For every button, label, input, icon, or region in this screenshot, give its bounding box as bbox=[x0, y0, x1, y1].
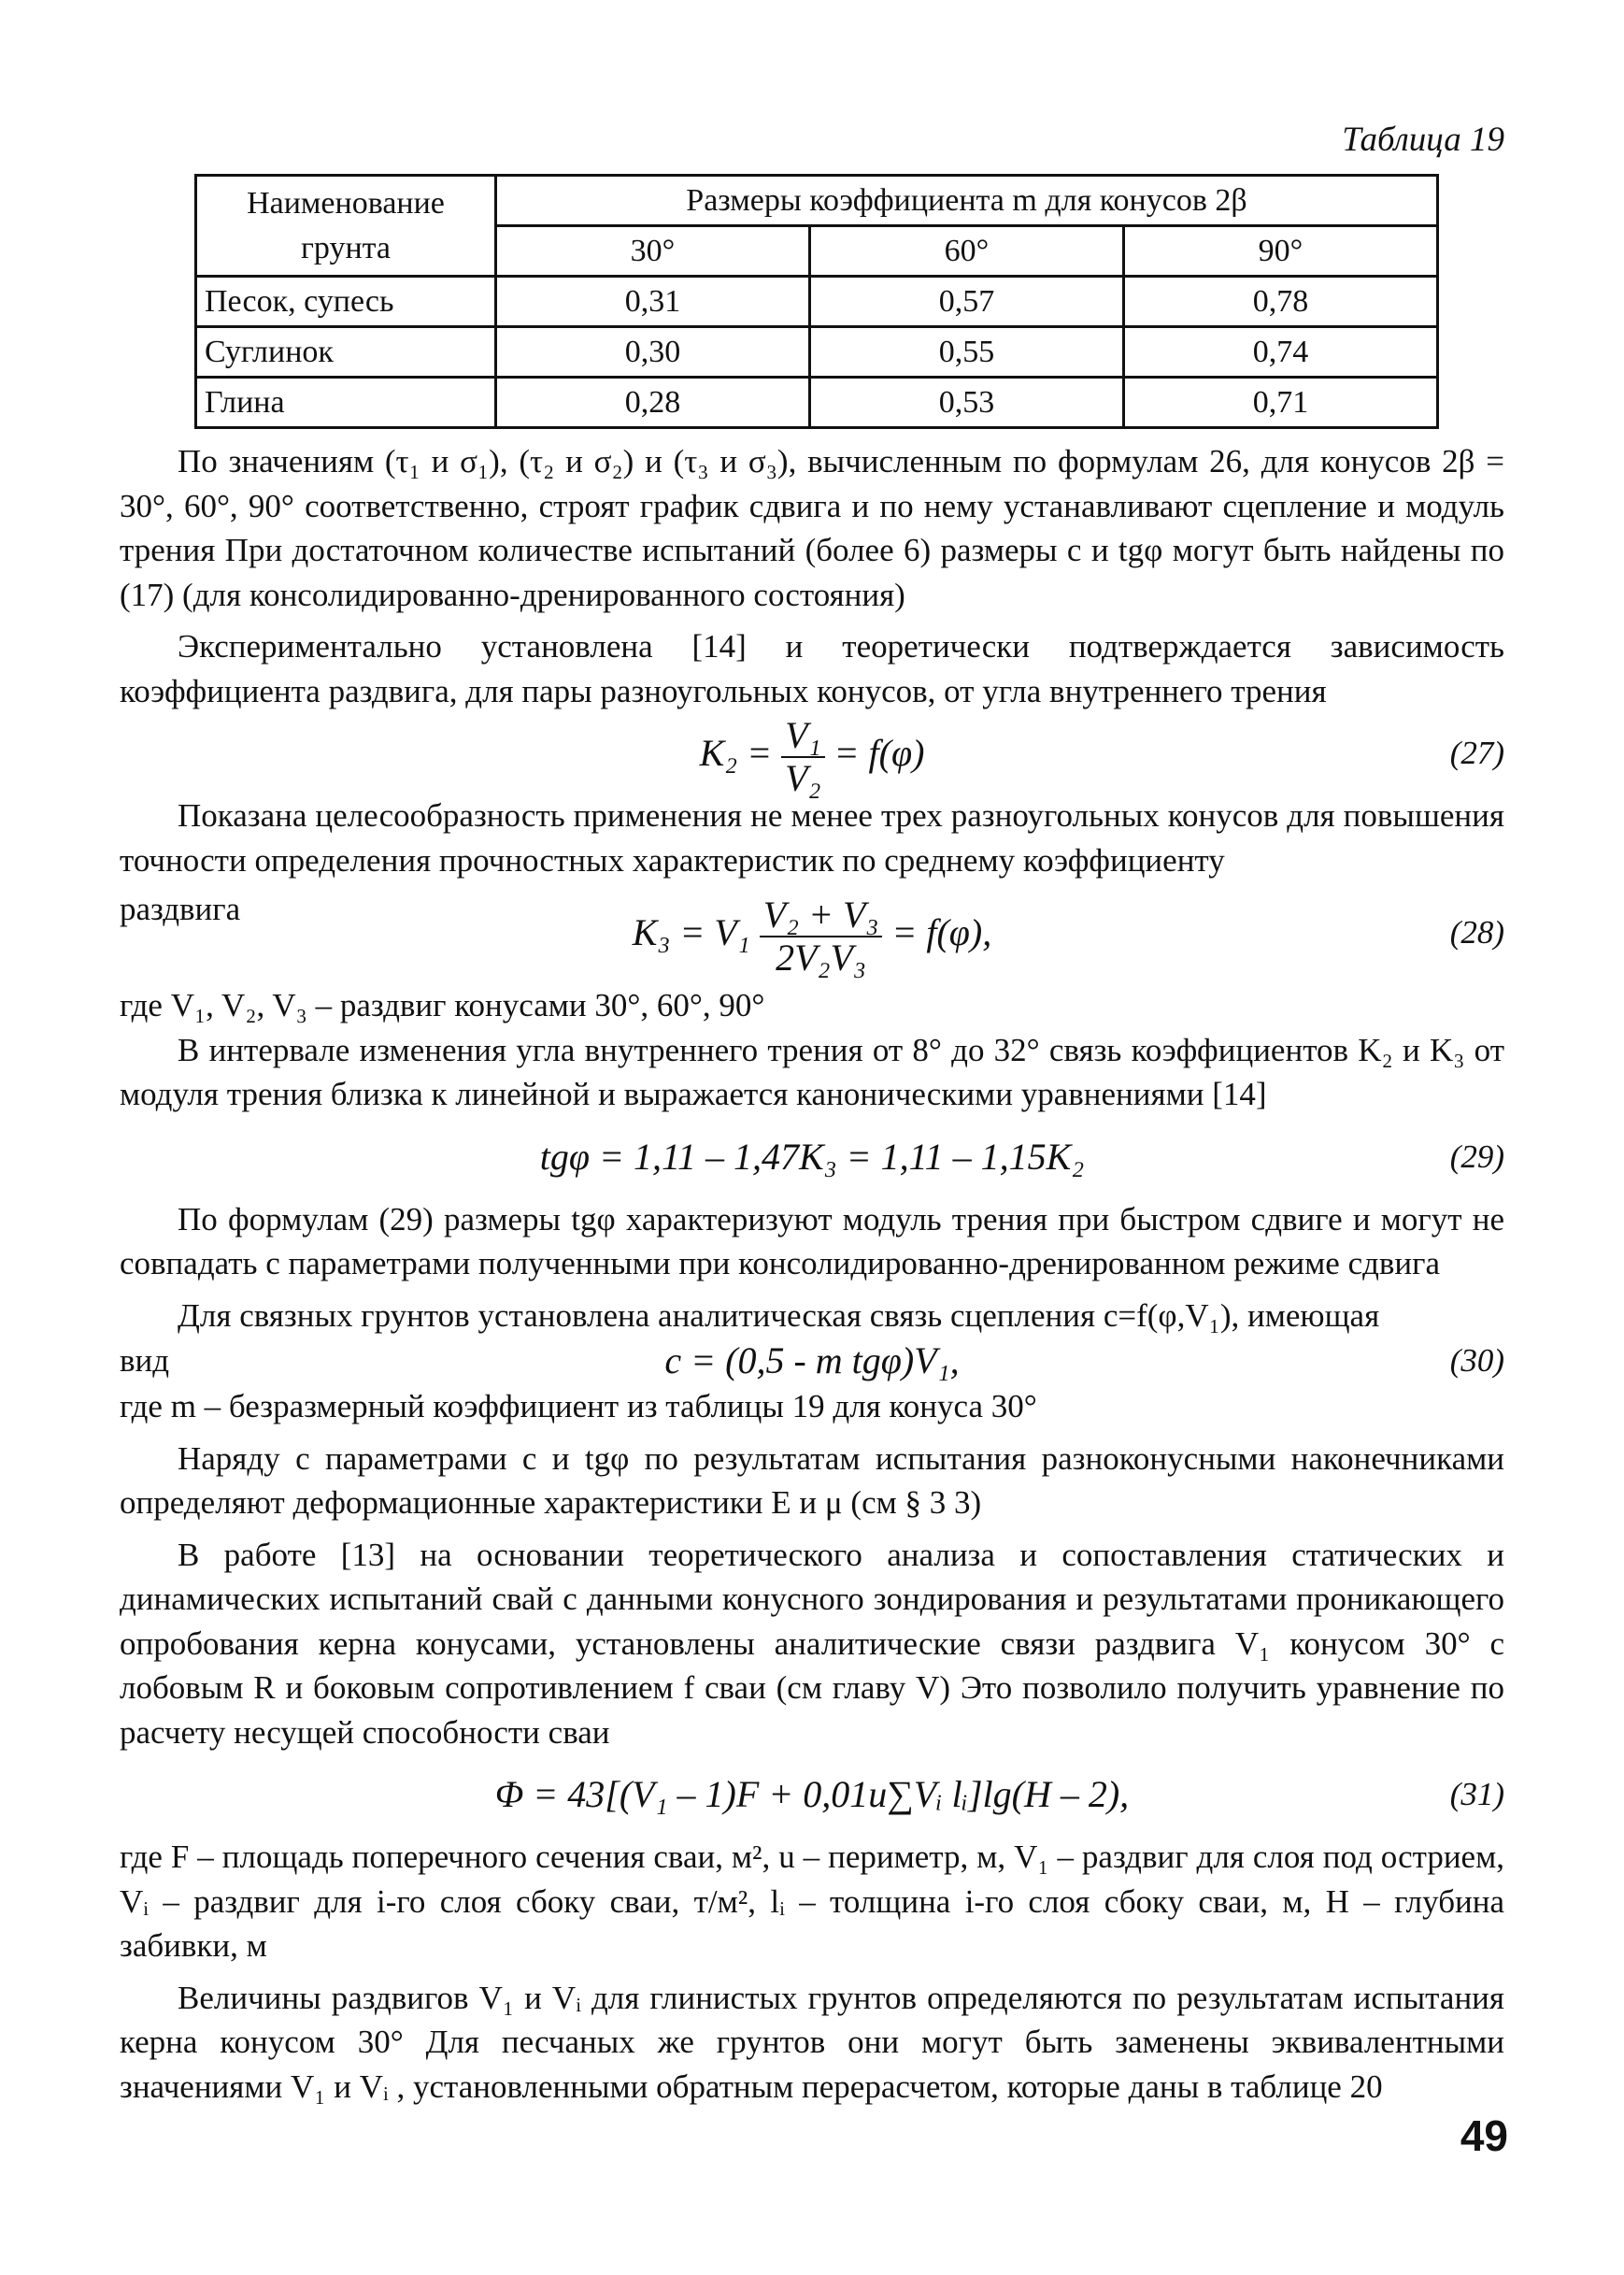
paragraph: где V₁, V₂, V₃ – раздвиг конусами 30°, 60°, 90° bbox=[120, 987, 765, 1023]
formula-28-denominator: 2V₂V₃ bbox=[776, 936, 866, 979]
formula-28-body bbox=[120, 886, 1504, 980]
body-text bbox=[120, 439, 1504, 2109]
formula-28-lead: раздвига bbox=[120, 891, 241, 927]
formula-27-numerator: V₁ bbox=[781, 717, 824, 758]
formula-27-number: (27) bbox=[1449, 735, 1504, 771]
formula-28-fraction bbox=[760, 893, 883, 979]
table-row bbox=[196, 327, 1438, 378]
formula-28-number: (28) bbox=[1449, 914, 1504, 951]
paragraph: Для связных грунтов установлена аналитическая связь сцепления c=f(φ,V₁), имеющая bbox=[178, 1296, 1380, 1334]
formula-30 bbox=[120, 1338, 1504, 1384]
formula-31 bbox=[120, 1758, 1504, 1831]
formula-31-body: Φ = 43[(V₁ – 1)F + 0,01u∑Vᵢ lᵢ]lg(H – 2), bbox=[494, 1773, 1130, 1815]
formula-30-number: (30) bbox=[1449, 1342, 1504, 1379]
paragraph: где m – безразмерный коэффициент из таблицы 19 для конуса 30° bbox=[120, 1388, 1037, 1424]
header-soil-name-line2: грунта bbox=[300, 230, 392, 265]
table-row bbox=[196, 277, 1438, 327]
formula-30-lead: вид bbox=[120, 1342, 170, 1379]
row-value: 0,30 bbox=[496, 327, 810, 378]
row-soil-name: Глина bbox=[196, 378, 496, 428]
header-col-30: 30° bbox=[496, 226, 810, 277]
formula-27 bbox=[120, 714, 1504, 799]
header-col-60: 60° bbox=[809, 226, 1123, 277]
table-row bbox=[196, 378, 1438, 428]
formula-27-rhs: = f(φ) bbox=[833, 732, 925, 775]
row-soil-name: Песок, супесь bbox=[196, 277, 496, 327]
formula-27-denominator: V₂ bbox=[785, 757, 821, 799]
row-value: 0,55 bbox=[809, 327, 1123, 378]
formula-28 bbox=[120, 886, 1504, 980]
header-coefficient-group: Размеры коэффициента m для конусов 2β bbox=[496, 176, 1438, 226]
row-value: 0,57 bbox=[809, 277, 1123, 327]
table-caption: Таблица 19 bbox=[1342, 121, 1504, 159]
formula-27-fraction bbox=[781, 714, 824, 799]
paragraph: В интервале изменения угла внутреннего трения от 8° до 32° связь коэффициентов K₂ и K₃ от модуля трения близка к линейной и выражается каноническими уравнениями [14] bbox=[120, 1031, 1504, 1112]
formula-27-lhs: K₂ = bbox=[699, 732, 773, 775]
paragraph: По значениям (τ₁ и σ₁), (τ₂ и σ₂) и (τ₃ и σ₃), вычисленным по формулам 26, для конусов 2β = 30°, 60°, 90° соответственно, строят график сдвига и по нему устанавливают сцепление и модуль трения При достаточном количестве испытаний (более 6) размеры c и tgφ могут быть найдены по (17) (для консолидированно-дренированного состояния) bbox=[120, 443, 1504, 613]
paragraph: Наряду с параметрами c и tgφ по результатам испытания разноконусными наконечниками определяют деформационные характеристики E и μ (см § 3 3) bbox=[120, 1439, 1504, 1521]
formula-29 bbox=[120, 1121, 1504, 1194]
formula-29-number: (29) bbox=[1449, 1138, 1504, 1175]
header-col-90: 90° bbox=[1123, 226, 1437, 277]
row-value: 0,78 bbox=[1123, 277, 1437, 327]
row-value: 0,31 bbox=[496, 277, 810, 327]
paragraph: Экспериментально установлена [14] и теоретически подтверждается зависимость коэффициента раздвига, для пары разноугольных конусов, от угла внутреннего трения bbox=[120, 628, 1504, 709]
row-value: 0,28 bbox=[496, 378, 810, 428]
formula-28-rhs: = f(φ), bbox=[891, 911, 992, 953]
header-soil-name-line1: Наименование bbox=[247, 186, 445, 222]
row-soil-name: Суглинок bbox=[196, 327, 496, 378]
paragraph: Показана целесообразность применения не менее трех разноугольных конусов для повышения точности определения прочностных характеристик по среднему коэффициенту bbox=[120, 797, 1504, 879]
paragraph: В работе [13] на основании теоретического анализа и сопоставления статических и динамических испытаний свай с данными конусного зондирования и результатами проникающего опробования керна конусами, установлены аналитические связи раздвига V₁ конусом 30° с лобовым R и боковым сопротивлением f сваи (см главу V) Это позволило получить уравнение по расчету несущей способности сваи bbox=[120, 1536, 1504, 1751]
formula-27-body bbox=[120, 714, 1504, 799]
row-value: 0,71 bbox=[1123, 378, 1437, 428]
formula-31-number: (31) bbox=[1449, 1776, 1504, 1812]
formula-28-lhs: K₃ = V₁ bbox=[632, 911, 750, 953]
row-value: 0,74 bbox=[1123, 327, 1437, 378]
header-soil-name bbox=[196, 176, 496, 277]
formula-28-numerator: V₂ + V₃ bbox=[760, 896, 883, 937]
coefficient-table bbox=[194, 174, 1439, 429]
paragraph: Величины раздвигов V₁ и Vᵢ для глинистых грунтов определяются по результатам испытания керна конусом 30° Для песчаных же грунтов они могут быть заменены эквивалентными значениями V₁ и Vᵢ , установленными обратным перерасчетом, которые даны в таблице 20 bbox=[120, 1979, 1504, 2105]
row-value: 0,53 bbox=[809, 378, 1123, 428]
formula-29-body: tgφ = 1,11 – 1,47K₃ = 1,11 – 1,15K₂ bbox=[539, 1135, 1085, 1178]
table-header-row bbox=[196, 176, 1438, 226]
page-number: 49 bbox=[1460, 2111, 1508, 2160]
paragraph: По формулам (29) размеры tgφ характеризуют модуль трения при быстром сдвиге и могут не совпадать с параметрами полученными при консолидированно-дренированном режиме сдвига bbox=[120, 1200, 1504, 1281]
paragraph: где F – площадь поперечного сечения сваи, м², u – периметр, м, V₁ – раздвиг для слоя под острием, Vᵢ – раздвиг для i-го слоя сбоку сваи, т/м², lᵢ – толщина i-го слоя сбоку сваи, м, H – глубина забивки, м bbox=[120, 1839, 1504, 1964]
formula-30-body: c = (0,5 - m tgφ)V₁, bbox=[664, 1339, 960, 1381]
